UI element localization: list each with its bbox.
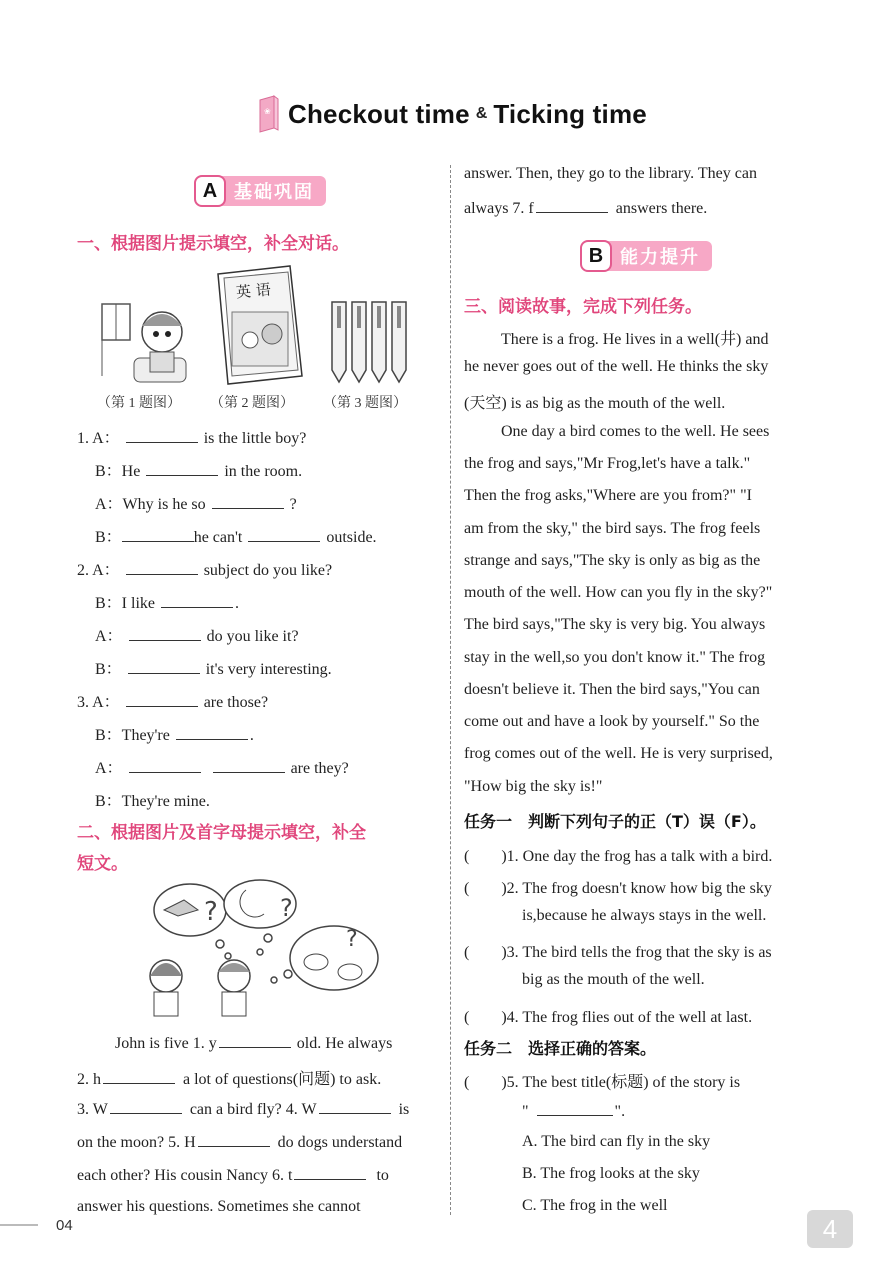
pens-image bbox=[326, 298, 414, 386]
answer-blank[interactable] bbox=[129, 626, 201, 641]
story-line: he never goes out of the well. He thinks the sky bbox=[464, 358, 769, 375]
boy-sitting-image bbox=[98, 296, 190, 388]
answer-blank[interactable] bbox=[536, 198, 608, 213]
passage-line5: each other? His cousin Nancy 6. t to bbox=[77, 1167, 389, 1184]
story-line: the frog and says,"Mr Frog,let's have a talk." bbox=[464, 455, 751, 472]
task1-item2[interactable]: ( )2. The frog doesn't know how big the sky bbox=[464, 880, 772, 897]
story-line: stay in the well,so you don't know it." The frog bbox=[464, 649, 766, 666]
section-b-badge bbox=[580, 241, 712, 271]
story-line: am from the sky," the bird says. The frog feels bbox=[464, 520, 761, 537]
story-line: There is a frog. He lives in a well(井) and bbox=[501, 331, 769, 348]
passage-line3: 3. W can a bird fly? 4. W is bbox=[77, 1101, 410, 1118]
column-divider bbox=[450, 165, 452, 1215]
book-cover-title: 英 语 bbox=[235, 280, 272, 302]
q2-line3: A： do you like it? bbox=[95, 628, 299, 645]
q2-line1: 2. A： subject do you like? bbox=[77, 562, 333, 579]
q1-line-b: B：He in the room. bbox=[95, 463, 303, 480]
answer-blank[interactable] bbox=[110, 1099, 182, 1114]
q3-story-heading: 三、阅读故事，完成下列任务。 bbox=[464, 297, 702, 317]
task1-item1[interactable]: ( )1. One day the frog has a talk with a bird. bbox=[464, 848, 773, 865]
story-line: doesn't believe it. Then the bird says,"You can bbox=[464, 681, 760, 698]
q2-line4: B： it's very interesting. bbox=[95, 661, 332, 678]
answer-blank[interactable] bbox=[103, 1069, 175, 1084]
section-a-badge bbox=[194, 176, 326, 206]
task2-item5-blank-line: " ". bbox=[522, 1103, 626, 1120]
page-number-right: 4 bbox=[807, 1210, 853, 1248]
answer-blank[interactable] bbox=[294, 1165, 366, 1180]
option-a[interactable]: A. The bird can fly in the sky bbox=[522, 1133, 711, 1150]
story-line: One day a bird comes to the well. He sees bbox=[501, 423, 770, 440]
svg-text:❀: ❀ bbox=[264, 107, 271, 116]
title-part2: Ticking time bbox=[493, 98, 647, 129]
story-line: frog comes out of the well. He is very surprised, bbox=[464, 745, 773, 762]
passage-line2: 2. h a lot of questions(问题) to ask. bbox=[77, 1071, 382, 1088]
answer-blank[interactable] bbox=[219, 1033, 291, 1048]
answer-blank[interactable] bbox=[129, 758, 201, 773]
answer-blank[interactable] bbox=[161, 593, 233, 608]
answer-blank[interactable] bbox=[146, 461, 218, 476]
svg-text:?: ? bbox=[204, 897, 218, 927]
page-number-left: 04 bbox=[56, 1217, 73, 1234]
answer-blank[interactable] bbox=[213, 758, 285, 773]
q3-line4: B：They're mine. bbox=[95, 793, 210, 810]
svg-text:?: ? bbox=[280, 894, 293, 922]
q3-line2: B：They're . bbox=[95, 727, 254, 744]
thinking-children-image bbox=[150, 880, 380, 1018]
q2-line2: B：I like . bbox=[95, 595, 239, 612]
section-a-letter: A bbox=[194, 175, 226, 207]
option-b[interactable]: B. The frog looks at the sky bbox=[522, 1165, 700, 1182]
story-line: (天空) is as big as the mouth of the well. bbox=[464, 395, 726, 412]
page-title bbox=[258, 92, 647, 136]
answer-blank[interactable] bbox=[319, 1099, 391, 1114]
answer-blank[interactable] bbox=[126, 692, 198, 707]
section-b-label: 能力提升 bbox=[602, 241, 712, 271]
right-line1: answer. Then, they go to the library. They can bbox=[464, 165, 757, 182]
svg-text:?: ? bbox=[346, 927, 358, 952]
q1-line-a2: A：Why is he so ? bbox=[95, 496, 297, 513]
passage-line6: answer his questions. Sometimes she cannot bbox=[77, 1198, 361, 1215]
caption-pic2: （第 2 题图） bbox=[210, 396, 294, 411]
q1-line-b2: B： he can't outside. bbox=[95, 529, 377, 546]
caption-pic3: （第 3 题图） bbox=[323, 396, 407, 411]
answer-blank[interactable] bbox=[126, 560, 198, 575]
q1-heading: 一、根据图片提示填空，补全对话。 bbox=[77, 234, 349, 254]
answer-blank[interactable] bbox=[126, 428, 198, 443]
q4-heading-line1: 二、根据图片及首字母提示填空，补全 bbox=[77, 823, 366, 843]
answer-blank[interactable] bbox=[537, 1101, 613, 1116]
story-line: The bird says,"The sky is very big. You always bbox=[464, 616, 766, 633]
book-icon bbox=[258, 94, 280, 134]
story-line: strange and says,"The sky is only as big as the bbox=[464, 552, 761, 569]
task1-item3-cont: big as the mouth of the well. bbox=[522, 971, 705, 988]
title-part1: Checkout time bbox=[288, 98, 470, 129]
q3-line3: A： are they? bbox=[95, 760, 349, 777]
title-amp: & bbox=[475, 105, 488, 122]
passage-line4: on the moon? 5. H do dogs understand bbox=[77, 1134, 403, 1151]
task2-heading: 任务二 选择正确的答案。 bbox=[464, 1039, 657, 1058]
answer-blank[interactable] bbox=[122, 527, 194, 542]
section-b-letter: B bbox=[580, 240, 612, 272]
task1-heading: 任务一 判断下列句子的正（T）误（F）。 bbox=[464, 812, 766, 831]
answer-blank[interactable] bbox=[176, 725, 248, 740]
footer-rule bbox=[0, 1224, 38, 1226]
caption-pic1: （第 1 题图） bbox=[97, 396, 181, 411]
story-line: come out and have a look by yourself." So the bbox=[464, 713, 760, 730]
section-a-label: 基础巩固 bbox=[216, 176, 326, 206]
option-c[interactable]: C. The frog in the well bbox=[522, 1197, 668, 1214]
story-line: "How big the sky is!" bbox=[464, 778, 603, 795]
task2-item5[interactable]: ( )5. The best title(标题) of the story is bbox=[464, 1074, 741, 1091]
task1-item2-cont: is,because he always stays in the well. bbox=[522, 907, 767, 924]
q3-line1: 3. A： are those? bbox=[77, 694, 269, 711]
q1-line-a: 1. A： is the little boy? bbox=[77, 430, 307, 447]
passage-line1: John is five 1. y old. He always bbox=[115, 1035, 393, 1052]
answer-blank[interactable] bbox=[212, 494, 284, 509]
right-line2: always 7. f answers there. bbox=[464, 200, 708, 217]
task1-item3[interactable]: ( )3. The bird tells the frog that the sky is as bbox=[464, 944, 772, 961]
story-line: mouth of the well. How can you fly in the sky?" bbox=[464, 584, 773, 601]
q4-heading-line2: 短文。 bbox=[77, 854, 128, 874]
answer-blank[interactable] bbox=[248, 527, 320, 542]
answer-blank[interactable] bbox=[198, 1132, 270, 1147]
task1-item4[interactable]: ( )4. The frog flies out of the well at last. bbox=[464, 1009, 753, 1026]
story-line: Then the frog asks,"Where are you from?" "I bbox=[464, 487, 752, 504]
answer-blank[interactable] bbox=[128, 659, 200, 674]
